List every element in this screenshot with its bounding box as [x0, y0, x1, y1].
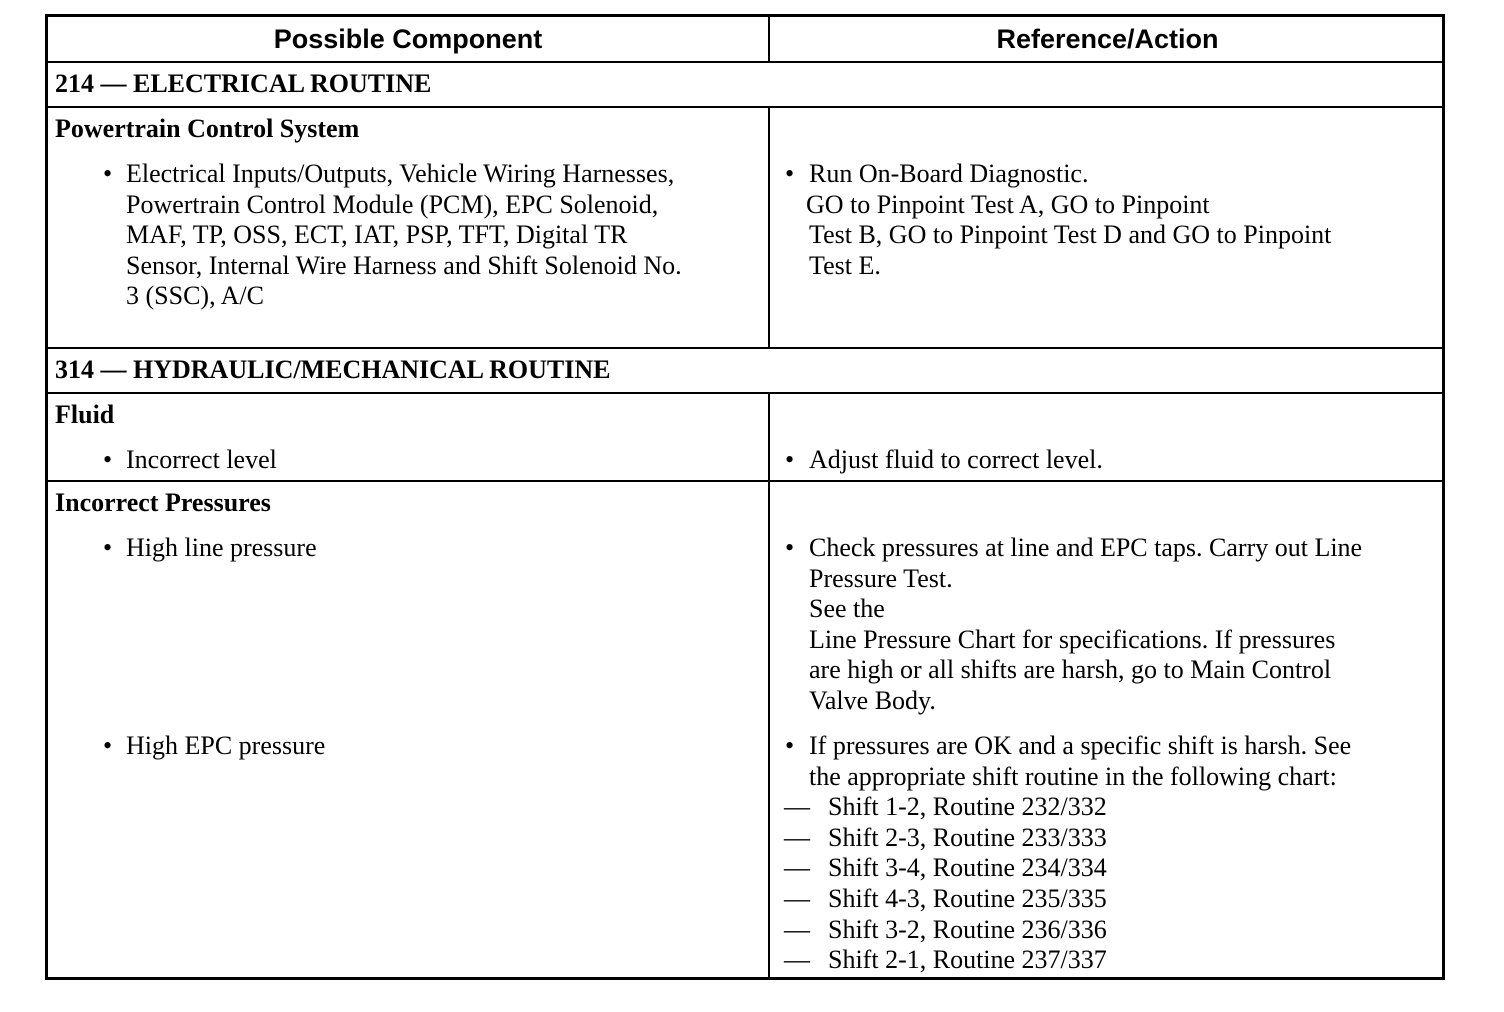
component-line: Sensor, Internal Wire Harness and Shift Solenoid No. — [126, 250, 682, 280]
shift-routine-line: Shift 2-1, Routine 237/337 — [828, 945, 1107, 975]
dash-icon: — — [784, 853, 810, 883]
column-divider — [768, 106, 770, 349]
action-line: Check pressures at line and EPC taps. Carry out Line — [809, 533, 1363, 562]
component-line: 3 (SSC), A/C — [126, 281, 264, 311]
section-title-electrical: 214 — ELECTRICAL ROUTINE — [55, 69, 432, 98]
action-line: Pressure Test. — [809, 563, 953, 593]
action-line: are high or all shifts are harsh, go to Main Control — [809, 655, 1332, 685]
action-line: the appropriate shift routine in the following chart: — [809, 761, 1337, 791]
action-line: If pressures are OK and a specific shift is harsh. See — [809, 731, 1352, 760]
group-title-incorrect-pressures: Incorrect Pressures — [55, 488, 271, 517]
shift-routine-line: Shift 3-4, Routine 234/334 — [828, 853, 1107, 883]
bullet-icon: • — [103, 445, 113, 474]
group-title-powertrain-control-system: Powertrain Control System — [55, 114, 360, 143]
bullet-icon: • — [103, 533, 113, 562]
column-divider — [768, 17, 770, 61]
column-divider — [768, 392, 770, 980]
action-line: Test B, GO to Pinpoint Test D and GO to Pinpoint — [809, 220, 1332, 250]
row-divider — [48, 392, 1442, 394]
row-divider — [48, 106, 1442, 108]
row-divider — [48, 480, 1442, 482]
bullet-icon: • — [103, 731, 113, 760]
bullet-icon: • — [103, 159, 113, 188]
action-line: GO to Pinpoint Test A, GO to Pinpoint — [806, 189, 1210, 219]
shift-routine-line: Shift 1-2, Routine 232/332 — [828, 792, 1107, 822]
component-line: High EPC pressure — [126, 731, 326, 760]
column-header-possible-component: Possible Component — [273, 24, 543, 54]
section-title-hydraulic: 314 — HYDRAULIC/MECHANICAL ROUTINE — [55, 355, 611, 384]
bullet-icon: • — [785, 533, 795, 562]
dash-icon: — — [784, 914, 810, 944]
component-line: Incorrect level — [126, 445, 277, 474]
dash-icon: — — [784, 945, 810, 975]
diagnostic-table — [45, 14, 1445, 980]
component-line: MAF, TP, OSS, ECT, IAT, PSP, TFT, Digital TR — [126, 220, 628, 250]
row-divider — [48, 61, 1442, 63]
action-line: Test E. — [809, 250, 881, 280]
component-line: Powertrain Control Module (PCM), EPC Solenoid, — [126, 189, 659, 219]
action-line: Valve Body. — [809, 686, 936, 715]
bullet-icon: • — [785, 159, 795, 188]
component-line: High line pressure — [126, 533, 317, 562]
shift-routine-line: Shift 3-2, Routine 236/336 — [828, 914, 1107, 944]
group-title-fluid: Fluid — [55, 400, 115, 429]
action-line: Adjust fluid to correct level. — [809, 445, 1103, 474]
row-divider — [48, 347, 1442, 349]
component-line: Electrical Inputs/Outputs, Vehicle Wiring Harnesses, — [126, 159, 675, 188]
shift-routine-line: Shift 2-3, Routine 233/333 — [828, 822, 1107, 852]
action-line: Run On-Board Diagnostic. — [809, 159, 1089, 188]
dash-icon: — — [784, 884, 810, 913]
bullet-icon: • — [785, 731, 795, 760]
action-line: See the — [809, 594, 885, 624]
action-line: Line Pressure Chart for specifications. If pressures — [809, 624, 1336, 654]
column-header-reference-action: Reference/Action — [996, 24, 1219, 54]
dash-icon: — — [784, 822, 810, 852]
shift-routine-line: Shift 4-3, Routine 235/335 — [828, 884, 1107, 913]
dash-icon: — — [784, 792, 810, 822]
bullet-icon: • — [785, 445, 795, 474]
